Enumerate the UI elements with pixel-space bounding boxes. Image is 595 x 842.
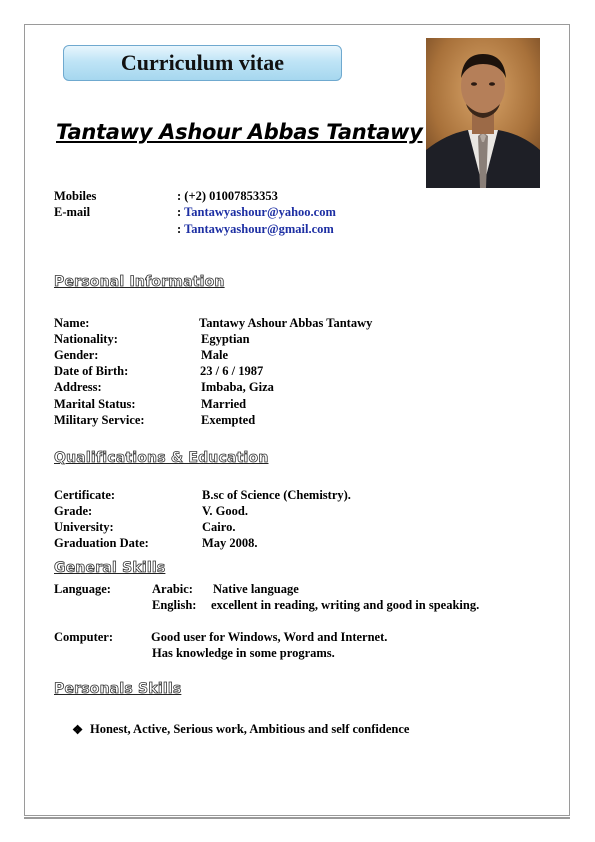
arabic-label: Arabic:: [152, 582, 193, 596]
field-label: Military Service:: [54, 413, 145, 427]
field-value: Imbaba, Giza: [201, 380, 274, 394]
personal-skills-item: Honest, Active, Serious work, Ambitious and self confidence: [90, 722, 410, 736]
field-label: Marital Status:: [54, 397, 136, 411]
field-value: Married: [201, 397, 247, 411]
email-label: E-mail: [54, 205, 91, 219]
cv-title: Curriculum vitae: [120, 50, 285, 75]
field-label: Name:: [54, 316, 90, 330]
profile-photo: [426, 38, 540, 188]
field-value: Male: [201, 348, 229, 362]
english-label: English:: [152, 598, 197, 612]
computer-label: Computer:: [54, 630, 114, 644]
field-label: University:: [54, 520, 114, 534]
field-label: Certificate:: [54, 488, 116, 502]
field-value: 23 / 6 / 1987: [200, 364, 264, 378]
field-value: Cairo.: [202, 520, 236, 534]
mobiles-label: Mobiles: [54, 189, 97, 203]
email-2-row: [177, 222, 334, 237]
english-value: excellent in reading, writing and good in speaking.: [211, 598, 480, 612]
cv-title-banner: [63, 45, 342, 81]
computer-line-2: Has knowledge in some programs.: [152, 646, 335, 660]
bullet-icon: ❖: [72, 723, 84, 737]
general-skills-heading: General Skills: [54, 560, 166, 576]
field-label: Date of Birth:: [54, 364, 129, 378]
field-value: Egyptian: [201, 332, 250, 346]
field-label: Nationality:: [54, 332, 118, 346]
language-label: Language:: [54, 582, 111, 596]
field-label: Address:: [54, 380, 102, 394]
email-colon: :: [177, 205, 182, 219]
computer-line-1: Good user for Windows, Word and Internet.: [151, 630, 388, 644]
field-label: Graduation Date:: [54, 536, 149, 550]
field-value: May 2008.: [202, 536, 258, 550]
email-colon: :: [177, 222, 182, 236]
field-value: V. Good.: [202, 504, 248, 518]
field-label: Gender:: [54, 348, 99, 362]
personal-info-heading: Personal Information: [54, 274, 225, 290]
field-label: Grade:: [54, 504, 93, 518]
email-1-link[interactable]: Tantawyashour@yahoo.com: [184, 205, 336, 219]
email-2-link[interactable]: Tantawyashour@gmail.com: [184, 222, 334, 236]
qualifications-heading: Qualifications & Education: [54, 450, 269, 466]
field-value: Tantawy Ashour Abbas Tantawy: [199, 316, 373, 330]
field-value: B.sc of Science (Chemistry).: [202, 488, 351, 502]
personal-skills-heading: Personals Skills: [54, 681, 182, 697]
email-1-row: [177, 205, 336, 220]
arabic-value: Native language: [213, 582, 299, 596]
field-value: Exempted: [201, 413, 256, 427]
candidate-name: Tantawy Ashour Abbas Tantawy: [56, 120, 423, 144]
mobiles-value: : (+2) 01007853353: [177, 189, 278, 203]
